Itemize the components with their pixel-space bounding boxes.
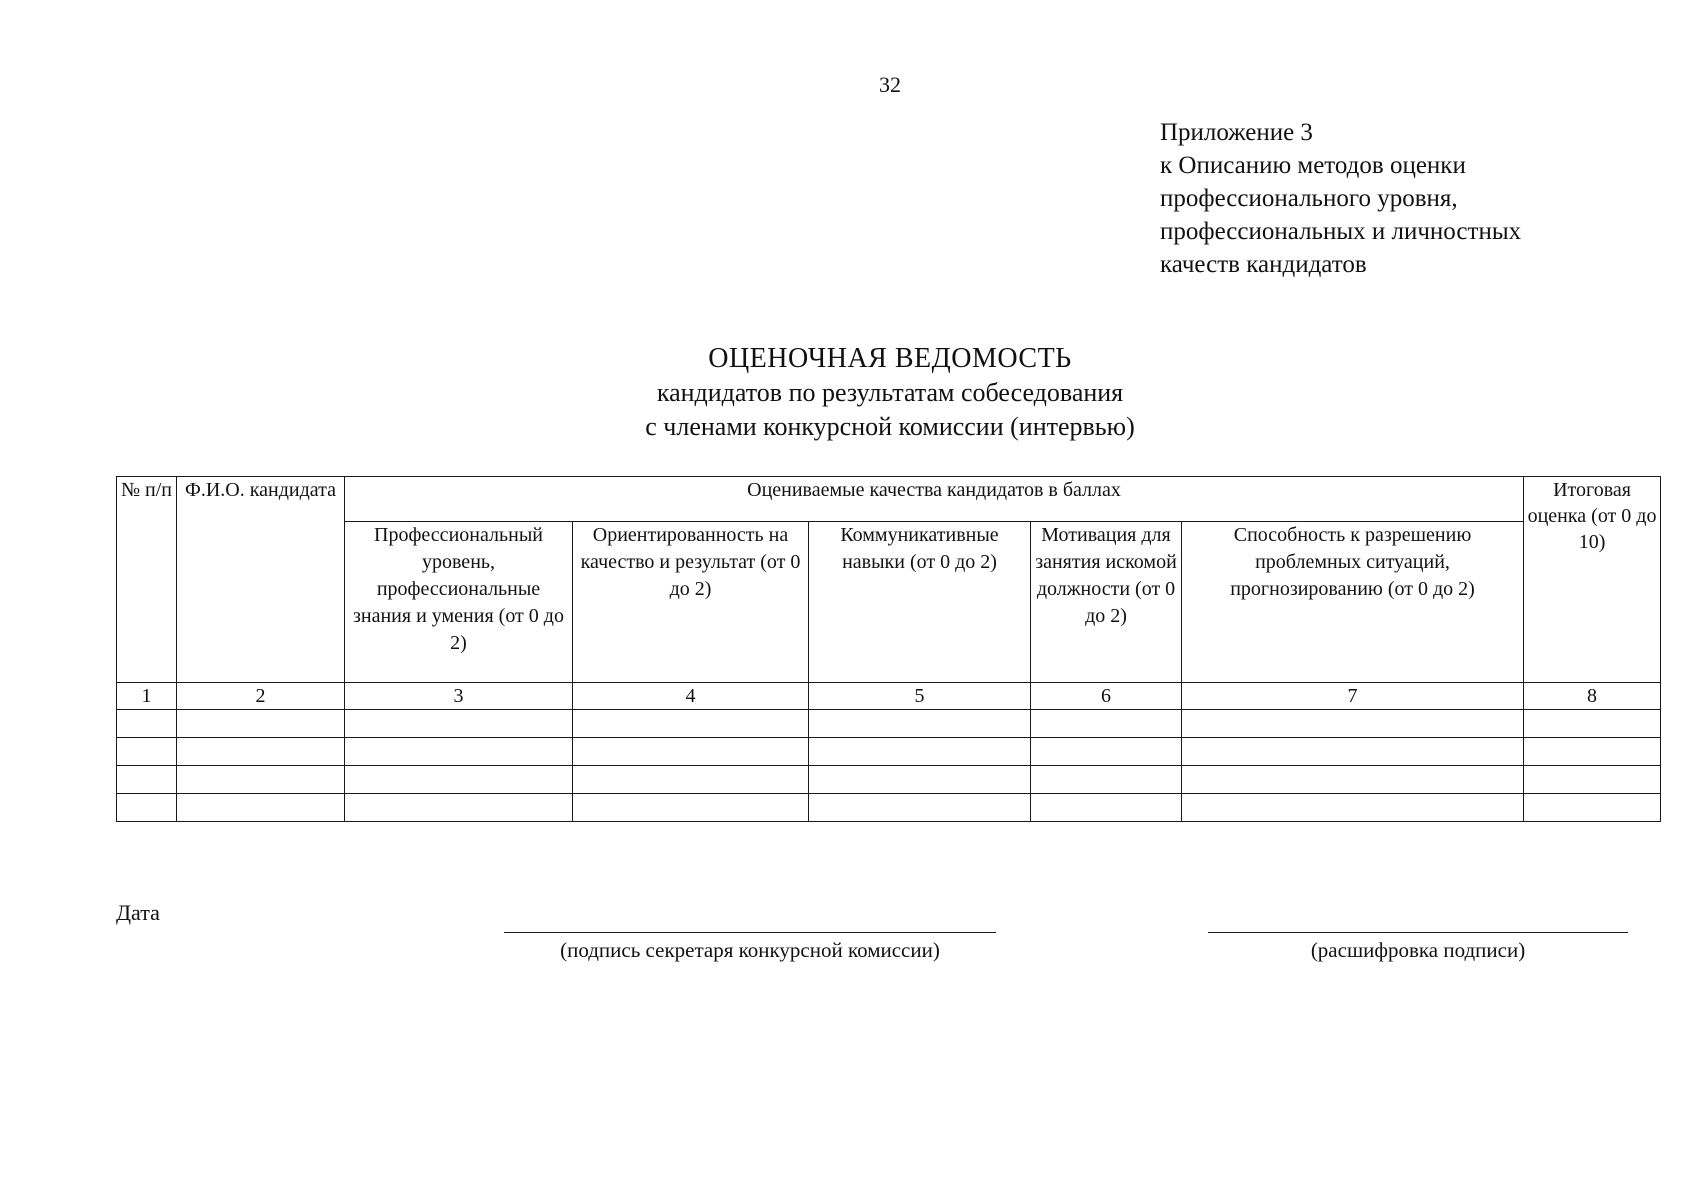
signature-caption: (подпись секретаря конкурсной комиссии) <box>560 938 940 962</box>
column-number: 4 <box>573 683 809 710</box>
table-row <box>117 738 1661 766</box>
column-number: 7 <box>1182 683 1524 710</box>
table-cell[interactable] <box>1182 794 1524 822</box>
column-number: 2 <box>177 683 345 710</box>
table-cell[interactable] <box>345 766 573 794</box>
table-cell[interactable] <box>345 794 573 822</box>
signature-transcript-caption: (расшифровка подписи) <box>1310 938 1526 962</box>
table-row <box>117 766 1661 794</box>
document-title <box>0 342 1707 444</box>
header-criterion: Мотивация для занятия искомой должности (от 0 до 2) <box>1031 522 1182 683</box>
table-cell[interactable] <box>1031 710 1182 738</box>
appendix-line: к Описанию методов оценки <box>1160 152 1466 179</box>
table-cell[interactable] <box>1182 738 1524 766</box>
column-number-row <box>117 683 1661 710</box>
table-cell[interactable] <box>809 738 1031 766</box>
table-cell[interactable] <box>573 738 809 766</box>
table-cell[interactable] <box>573 794 809 822</box>
header-criterion: Ориентированность на качество и результат (от 0 до 2) <box>573 522 809 683</box>
table-cell[interactable] <box>177 794 345 822</box>
table-cell[interactable] <box>1182 710 1524 738</box>
table-cell[interactable] <box>1031 738 1182 766</box>
table-cell[interactable] <box>1524 710 1661 738</box>
appendix-line: профессиональных и личностных <box>1160 218 1522 245</box>
table-row <box>117 794 1661 822</box>
table-cell[interactable] <box>809 766 1031 794</box>
appendix-note <box>1160 116 1521 281</box>
table-cell[interactable] <box>345 710 573 738</box>
title-main: ОЦЕНОЧНАЯ ВЕДОМОСТЬ <box>708 343 1072 374</box>
column-number: 5 <box>809 683 1031 710</box>
header-number: № п/п <box>117 477 177 683</box>
table-cell[interactable] <box>177 738 345 766</box>
table-cell[interactable] <box>809 794 1031 822</box>
table-cell[interactable] <box>809 710 1031 738</box>
appendix-line: Приложение 3 <box>1160 119 1313 146</box>
table-cell[interactable] <box>1524 766 1661 794</box>
column-number: 8 <box>1524 683 1661 710</box>
table-cell[interactable] <box>117 710 177 738</box>
title-subtitle: кандидатов по результатам собеседования <box>656 378 1124 407</box>
table-cell[interactable] <box>1031 766 1182 794</box>
table-row <box>117 710 1661 738</box>
table-cell[interactable] <box>117 766 177 794</box>
table-cell[interactable] <box>177 766 345 794</box>
evaluation-table <box>116 476 1661 822</box>
table-cell[interactable] <box>117 738 177 766</box>
table-cell[interactable] <box>177 710 345 738</box>
table-cell[interactable] <box>345 738 573 766</box>
column-number: 6 <box>1031 683 1182 710</box>
table-cell[interactable] <box>573 710 809 738</box>
page-number: 32 <box>879 72 901 97</box>
column-number: 3 <box>345 683 573 710</box>
signature-line[interactable] <box>504 932 996 933</box>
date-label: Дата <box>116 900 160 925</box>
appendix-line: профессионального уровня, <box>1160 185 1458 212</box>
header-criterion: Коммуникативные навыки (от 0 до 2) <box>809 522 1031 683</box>
header-total-score: Итоговая оценка (от 0 до 10) <box>1524 477 1661 683</box>
title-subtitle: с членами конкурсной комиссии (интервью) <box>645 412 1135 441</box>
header-candidate-name: Ф.И.О. кандидата <box>177 477 345 683</box>
header-criterion: Профессиональный уровень, профессиональные знания и умения (от 0 до 2) <box>345 522 573 683</box>
table-cell[interactable] <box>1182 766 1524 794</box>
header-criterion: Способность к разрешению проблемных ситуаций, прогнозированию (от 0 до 2) <box>1182 522 1524 683</box>
table-cell[interactable] <box>1524 738 1661 766</box>
table-cell[interactable] <box>573 766 809 794</box>
column-number: 1 <box>117 683 177 710</box>
table-cell[interactable] <box>1524 794 1661 822</box>
header-criteria-group: Оцениваемые качества кандидатов в баллах <box>345 477 1524 522</box>
appendix-line: качеств кандидатов <box>1160 251 1367 278</box>
signature-transcript-line[interactable] <box>1208 932 1628 933</box>
table-cell[interactable] <box>1031 794 1182 822</box>
table-cell[interactable] <box>117 794 177 822</box>
